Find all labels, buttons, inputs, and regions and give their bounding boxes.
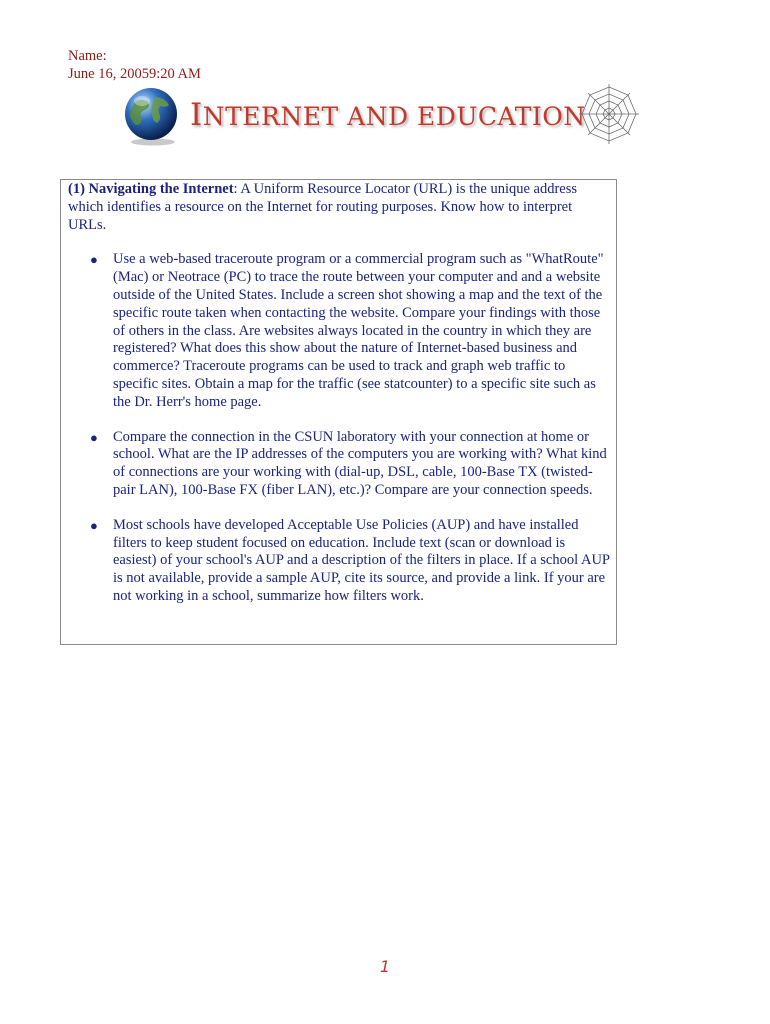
section-heading: (1) Navigating the Internet [68, 181, 234, 197]
name-label: Name: [68, 48, 107, 64]
banner-title-rest: NTERNET AND EDUCATION [202, 102, 586, 131]
bullet-icon: ● [90, 252, 98, 268]
task-text: Most schools have developed Acceptable Use Policies (AUP) and have installed filters to keep student focused on education. Include text (scan or download is easiest) of your school's AUP and a description of the filters in place. If a school AUP is not available, provide a sample AUP, cite its source, and provide a link. If your are not working in a school, summarize how filters work. [113, 516, 610, 604]
section-intro [68, 181, 610, 234]
page-number: 1 [379, 957, 391, 976]
section-intro-text: : A Uniform Resource Locator (URL) is the unique address which identifies a resource on the Internet for routing purposes. Know how to interpret URLs. [68, 181, 578, 233]
spider-web-icon [578, 83, 640, 145]
banner-title [190, 97, 586, 133]
assignment-section [60, 179, 617, 645]
bullet-icon: ● [90, 517, 98, 533]
task-text: Use a web-based traceroute program or a commercial program such as "WhatRoute" (Mac) or Neotrace (PC) to trace the route between your computer and and a website outside of the United States. Include a screen shot showing a map and the text of the specific route taken when contacting the website. Compare your findings with those of others in the class. Are websites always located in the country in which they are registered? What does this show about the nature of Internet-based business and commerce? Traceroute programs can be used to track and graph web traffic to specific sites. Obtain a map for the traffic (see statcounter) to a specific site such as the Dr. Herr's home page. [113, 251, 604, 410]
date-time: June 16, 20059:20 AM [68, 66, 201, 82]
globe-icon [120, 85, 182, 147]
document-header [68, 47, 201, 83]
bullet-icon: ● [90, 429, 98, 445]
task-list [68, 251, 610, 605]
list-item [90, 516, 610, 606]
banner-title-initial: I [190, 97, 203, 133]
title-banner [120, 83, 640, 153]
task-text: Compare the connection in the CSUN laboratory with your connection at home or school. What are the IP addresses of the computers you are working with? What kind of connections are your working with (dial-up, DSL, cable, 100-Base TX (twisted-pair LAN), 100-Base FX (fiber LAN), etc.)? Compare are your connection speeds. [113, 428, 607, 498]
list-item [90, 428, 610, 500]
list-item [90, 251, 610, 411]
